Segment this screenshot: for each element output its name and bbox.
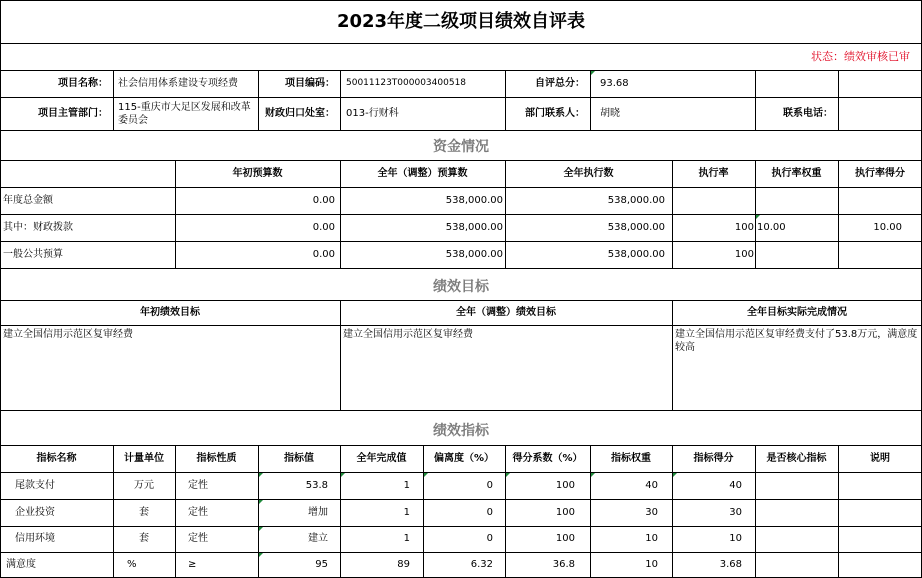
funds-row-executed: 538,000.00	[607, 195, 665, 206]
ind-name: 企业投资	[15, 507, 55, 518]
ind-deviation: 0	[486, 507, 493, 518]
ind-weight: 10	[645, 559, 658, 570]
page-title: 2023年度二级项目绩效自评表	[336, 11, 586, 32]
funds-row-label: 其中：财政拨款	[3, 222, 73, 233]
ind-deviation: 0	[486, 480, 493, 491]
ind-weight: 10	[645, 533, 658, 544]
funds-header-rate: 执行率	[698, 168, 729, 179]
ind-unit: 万元	[134, 480, 154, 491]
ind-nature: 定性	[188, 533, 208, 544]
ind-header-note: 说明	[870, 453, 890, 464]
funds-row-label: 年度总金额	[3, 195, 53, 206]
phone-label: 联系电话：	[783, 108, 833, 119]
ind-name: 信用环境	[15, 533, 55, 544]
funds-row-rate: 100	[734, 222, 754, 233]
funds-header-initial: 年初预算数	[232, 168, 283, 179]
funds-row-adjusted: 538,000.00	[445, 222, 503, 233]
ind-coef: 100	[555, 480, 575, 491]
dept: 115-重庆市大足区发展和改革委员会	[118, 102, 251, 126]
ind-header-done: 全年完成值	[356, 453, 407, 464]
contact-label: 部门联系人：	[525, 108, 585, 119]
funds-row-label: 一般公共预算	[3, 249, 63, 260]
goal-actual: 建立全国信用示范区复审经费支付了53.8万元，满意度较高	[675, 329, 918, 353]
funds-header-weight: 执行率权重	[771, 168, 822, 179]
funds-header-adjusted: 全年（调整）预算数	[377, 168, 468, 179]
ind-coef: 100	[555, 533, 575, 544]
funds-row-adjusted: 538,000.00	[445, 249, 503, 260]
goal-initial: 建立全国信用示范区复审经费	[3, 329, 133, 340]
ind-header-nature: 指标性质	[196, 453, 237, 464]
indicators-section-title: 绩效指标	[433, 423, 489, 439]
goals-header-initial: 年初绩效目标	[140, 307, 200, 318]
ind-value: 增加	[308, 507, 328, 518]
ind-header-name: 指标名称	[36, 453, 77, 464]
contact: 胡晓	[600, 108, 620, 119]
ind-header-coef: 得分系数（%）	[512, 453, 583, 464]
project-name: 社会信用体系建设专项经费	[118, 78, 238, 89]
ind-header-core: 是否核心指标	[766, 453, 827, 464]
project-code-label: 项目编码：	[285, 78, 335, 89]
ind-unit: 套	[139, 533, 149, 544]
funds-header-score: 执行率得分	[855, 168, 905, 179]
ind-header-deviation: 偏离度（%）	[433, 453, 495, 464]
ind-coef: 36.8	[552, 559, 575, 570]
finance-label: 财政归口处室：	[265, 108, 335, 119]
ind-value: 建立	[308, 533, 328, 544]
ind-header-score: 指标得分	[693, 453, 734, 464]
funds-row-initial: 0.00	[312, 195, 335, 206]
funds-row-adjusted: 538,000.00	[445, 195, 503, 206]
ind-score: 30	[729, 507, 742, 518]
self-score-label: 自评总分：	[535, 78, 585, 89]
funds-section-title: 资金情况	[433, 139, 489, 155]
ind-coef: 100	[555, 507, 575, 518]
ind-nature: 定性	[188, 507, 208, 518]
goals-header-adjusted: 全年（调整）绩效目标	[456, 307, 556, 318]
ind-value: 95	[315, 559, 328, 570]
ind-header-weight: 指标权重	[611, 453, 651, 464]
ind-score: 3.68	[719, 559, 742, 570]
ind-done: 1	[403, 533, 410, 544]
ind-unit: %	[127, 559, 137, 570]
ind-weight: 40	[645, 480, 658, 491]
ind-done: 89	[397, 559, 410, 570]
dept-label: 项目主管部门：	[38, 108, 108, 119]
ind-weight: 30	[645, 507, 658, 518]
funds-row-initial: 0.00	[312, 249, 335, 260]
funds-row-executed: 538,000.00	[607, 222, 665, 233]
funds-header-executed: 全年执行数	[563, 168, 614, 179]
ind-nature: 定性	[188, 480, 208, 491]
ind-deviation: 6.32	[470, 559, 493, 570]
ind-score: 10	[729, 533, 742, 544]
ind-name: 尾款支付	[15, 480, 55, 491]
ind-done: 1	[403, 480, 410, 491]
goals-header-actual: 全年目标实际完成情况	[747, 307, 847, 318]
funds-row-weight: 10.00	[757, 222, 786, 233]
ind-header-value: 指标值	[284, 453, 314, 464]
ind-unit: 套	[139, 507, 149, 518]
finance: 013-行财科	[346, 108, 399, 119]
ind-score: 40	[729, 480, 742, 491]
ind-header-unit: 计量单位	[124, 453, 164, 464]
funds-row-initial: 0.00	[312, 222, 335, 233]
ind-deviation: 0	[486, 533, 493, 544]
ind-value: 53.8	[305, 480, 328, 491]
self-score: 93.68	[600, 78, 629, 89]
goals-section-title: 绩效目标	[433, 279, 489, 295]
funds-row-executed: 538,000.00	[607, 249, 665, 260]
funds-row-score: 10.00	[873, 222, 902, 233]
ind-done: 1	[403, 507, 410, 518]
ind-name: 满意度	[6, 559, 36, 570]
goal-adjusted: 建立全国信用示范区复审经费	[343, 329, 473, 340]
ind-nature: ≥	[188, 559, 197, 570]
funds-row-rate: 100	[734, 249, 754, 260]
status-label: 状态：绩效审核已审	[811, 50, 910, 63]
project-code: 50011123T000003400518	[346, 78, 467, 88]
project-name-label: 项目名称：	[58, 78, 108, 89]
